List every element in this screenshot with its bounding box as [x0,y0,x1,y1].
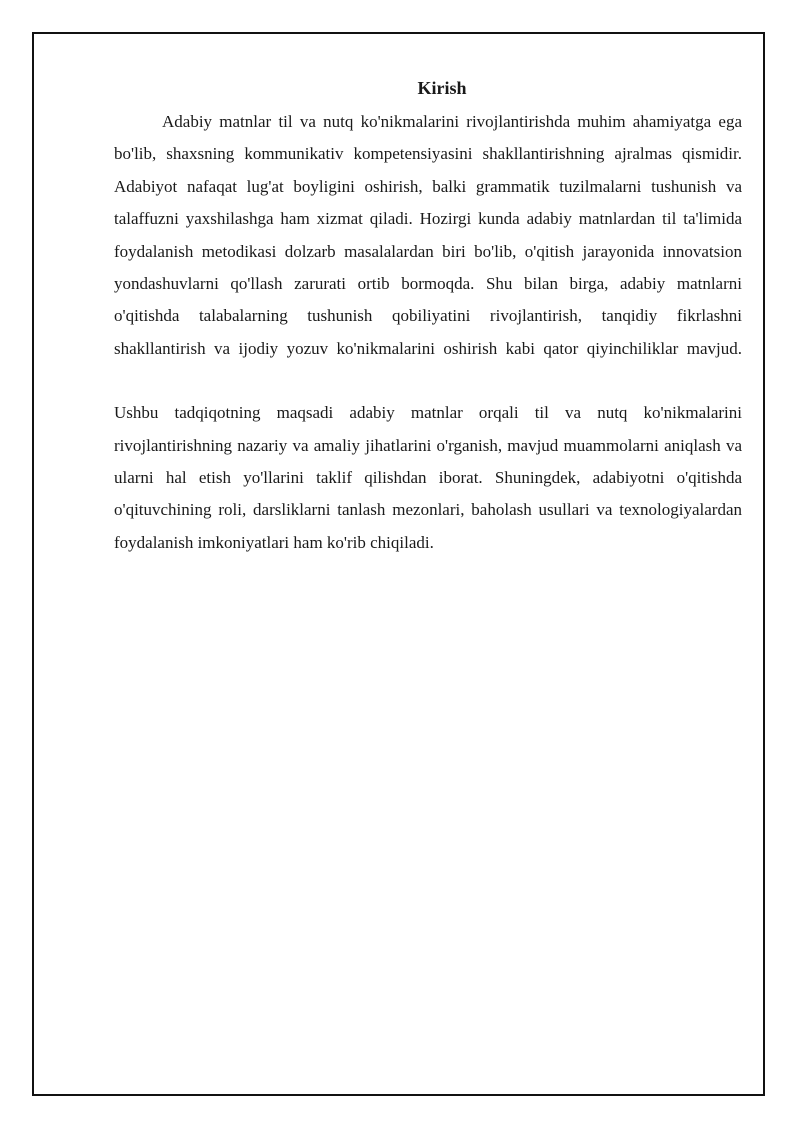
section-title: Kirish [417,78,467,98]
document-body [114,74,742,559]
intro-paragraph: Adabiy matnlar til va nutq ko'nikmalarini rivojlantirishda muhim ahamiyatga ega bo'lib, shaxsning kommunikativ kompetensiyasini shakllantirishning ajralmas qismidir. Adabiyot nafaqat lug'at boyligini oshirish, balki grammatik tuzilmalarni tushunish va talaffuzni yaxshilashga ham xizmat qiladi. Hozirgi kunda adabiy matnlardan til ta'limida foydalanish metodikasi dolzarb masalalardan biri bo'lib, o'qitish jarayonida innovatsion yondashuvlarni qo'llash zarurati ortib bormoqda. Shu bilan birga, adabiy matnlarni o'qitishda talabalarning tushunish qobiliyatini rivojlantirish, tanqidiy fikrlashni shakllantirish va ijodiy yozuv ko'nikmalarini oshirish kabi qator qiyinchiliklar mavjud. [114,112,742,358]
purpose-paragraph: Ushbu tadqiqotning maqsadi adabiy matnlar orqali til va nutq ko'nikmalarini rivojlantirishning nazariy va amaliy jihatlarini o'rganish, mavjud muammolarni aniqlash va ularni hal etish yo'llarini taklif qilishdan iborat. Shuningdek, adabiyotni o'qitishda o'qituvchining roli, darsliklarni tanlash mezonlari, baholash usullari va texnologiyalardan foydalanish imkoniyatlari ham ko'rib chiqiladi. [114,403,742,552]
